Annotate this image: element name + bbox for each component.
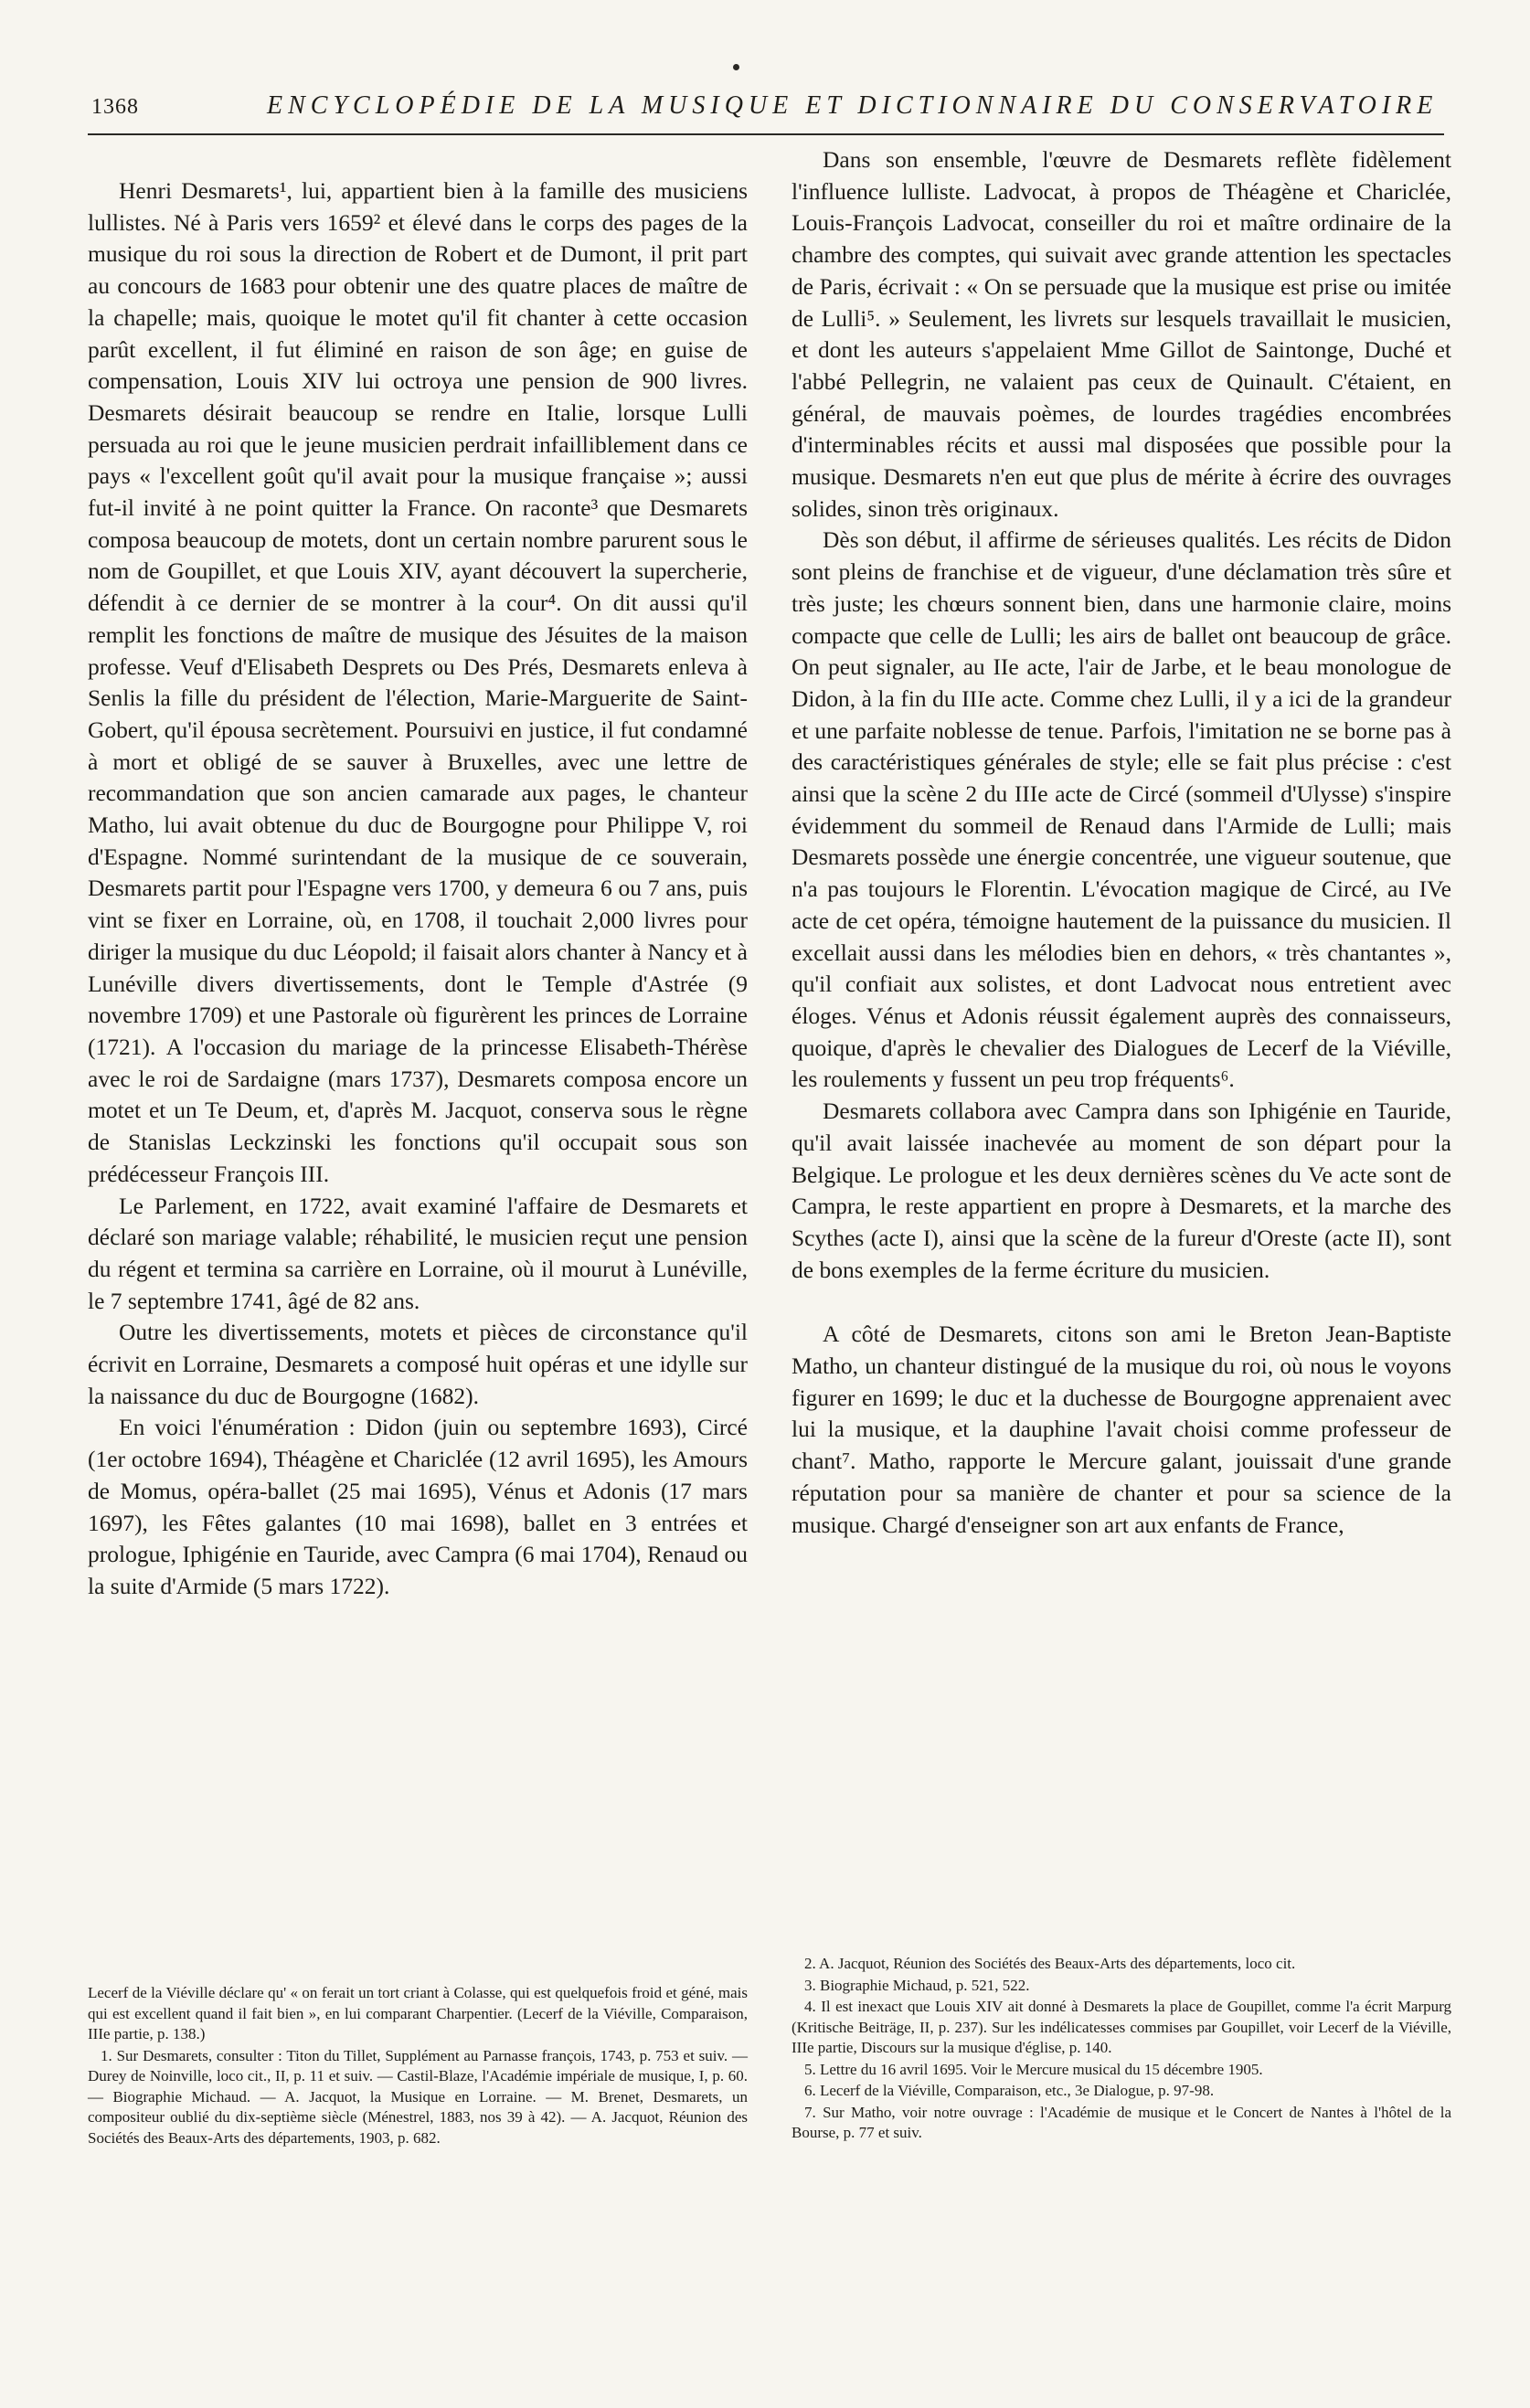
header-rule — [88, 133, 1444, 135]
paragraph: Dès son début, il affirme de sérieuses qualités. Les récits de Didon sont pleins de franchise et de vigueur, d'une déclamation très sûre et très juste; les chœurs sonnent bien, dans une harmonie claire, moins compacte que celle de Lulli; les airs de ballet ont beaucoup de grâce. On peut signaler, au IIe acte, l'air de Jarbe, et le beau monologue de Didon, à la fin du IIIe acte. Comme chez Lulli, il y a ici de la grandeur et une parfaite noblesse de tenue. Parfois, l'imitation ne se borne pas à des caractéristiques générales de style; elle se fait plus précise : c'est ainsi que la scène 2 du IIIe acte de Circé (sommeil d'Ulysse) s'inspire évidemment du sommeil de Renaud dans l'Armide de Lulli; mais Desmarets possède une énergie concentrée, une vigueur soutenue, que n'a pas toujours le Florentin. L'évocation magique de Circé, au IVe acte de cet opéra, témoigne hautement de la puissance du musicien. Il excellait aussi dans les mélodies bien en dehors, « très chantantes », qu'il confiait aux solistes, et dont Ladvocat nous entretient avec éloges. Vénus et Adonis réussit également auprès des connaisseurs, quoique, d'après le chevalier des Dialogues de Lecerf de la Viéville, les roulements y fussent un peu trop fréquents⁶. — [792, 526, 1451, 1093]
footnote: Lecerf de la Viéville déclare qu' « on ferait un tort criant à Colasse, qui est quelquefois froid et géné, mais qui est excellent quand il fait bien », en lui comparant Charpentier. (Lecerf de la Viéville, Comparaison, IIIe partie, p. 138.) — [88, 1984, 748, 2042]
paragraph: Le Parlement, en 1722, avait examiné l'affaire de Desmarets et déclaré son mariage valable; réhabilité, le musicien reçut une pension du régent et termina sa carrière en Lorraine, où il mourut à Lunéville, le 7 septembre 1741, âgé de 82 ans. — [88, 1192, 748, 1314]
paragraph: Outre les divertissements, motets et pièces de circonstance qu'il écrivit en Lorraine, Desmarets a composé huit opéras et une idylle sur la naissance du duc de Bourgogne (1682). — [88, 1319, 748, 1409]
footnote: 5. Lettre du 16 avril 1695. Voir le Mercure musical du 15 décembre 1905. — [804, 2060, 1263, 2078]
footnote: 2. A. Jacquot, Réunion des Sociétés des Beaux-Arts des départements, loco cit. — [804, 1955, 1296, 1972]
paragraph: Henri Desmarets¹, lui, appartient bien à la famille des musiciens lullistes. Né à Paris vers 1659² et élevé dans le corps des pages de la musique du roi sous la direction de Robert et de Dumont, il prit part au concours de 1683 pour obtenir une des quatre places de maître de la chapelle; mais, quoique le motet qu'il fit chanter à cette occasion parût excellent, il fut éliminé en raison de son âge; en guise de compensation, Louis XIV lui octroya une pension de 900 livres. Desmarets désirait beaucoup se rendre en Italie, lorsque Lulli persuada au roi que le jeune musicien perdrait infailliblement dans ce pays « l'excellent goût qu'il avait pour la musique française »; aussi fut-il invité à ne point quitter la France. On raconte³ que Desmarets composa beaucoup de motets, dont un certain nombre parurent sous le nom de Goupillet, et que Louis XIV, ayant découvert la supercherie, défendit à ce dernier de se montrer à la cour⁴. On dit aussi qu'il remplit les fonctions de maître de musique des Jésuites de la maison professe. Veuf d'Elisabeth Desprets ou Des Prés, Desmarets enleva à Senlis la fille du président de l'élection, Marie-Marguerite de Saint-Gobert, qu'il épousa secrètement. Poursuivi en justice, il fut condamné à mort et obligé de se sauver à Bruxelles, avec une lettre de recommandation que son ancien camarade aux pages, le chanteur Matho, lui avait obtenue du duc de Bourgogne pour Philippe V, roi d'Espagne. Nommé surintendant de la musique de ce souverain, Desmarets partit pour l'Espagne vers 1700, y demeura 6 ou 7 ans, puis vint se fixer en Lorraine, où, en 1708, il touchait 2,000 livres pour diriger la musique du duc Léopold; il faisait alors chanter à Nancy et à Lunéville divers divertissements, dont le Temple d'Astrée (9 novembre 1709) et une Pastorale où figurèrent les princes de Lorraine (1721). A l'occasion du mariage de la princesse Elisabeth-Thérèse avec le roi de Sardaigne (mars 1737), Desmarets composa encore un motet et un Te Deum, et, d'après M. Jacquot, conserva sous le règne de Stanislas Leckzinski les fonctions qu'il occupait sous son prédécesseur François III. — [88, 177, 748, 1187]
page-header — [88, 91, 1444, 128]
paragraph: Desmarets collabora avec Campra dans son Iphigénie en Tauride, qu'il avait laissée inachevée au moment de son départ pour la Belgique. Le prologue et les deux dernières scènes du Ve acte sont de Campra, le reste appartient en propre à Desmarets, et la marche des Scythes (acte I), ainsi que la scène de la fureur d'Oreste (acte II), sont de bons exemples de la ferme écriture du musicien. — [792, 1098, 1451, 1283]
footnotes-left — [88, 1983, 748, 2149]
running-title: ENCYCLOPÉDIE DE LA MUSIQUE ET DICTIONNAIRE DU CONSERVATOIRE — [267, 91, 1439, 120]
paragraph: Dans son ensemble, l'œuvre de Desmarets reflète fidèlement l'influence lulliste. Ladvocat, à propos de Théagène et Chariclée, Louis-François Ladvocat, conseiller du roi et maître ordinaire de la chambre des comptes, qui suivait avec grande attention les spectacles de Paris, écrivait : « On se persuade que la musique est prise ou imitée de Lulli⁵. » Seulement, les livrets sur lesquels travaillait le musicien, et dont les auteurs s'appelaient Mme Gillot de Saintonge, Duché et l'abbé Pellegrin, ne valaient pas ceux de Quinault. C'étaient, en général, de mauvais poèmes, de lourdes tragédies encombrées d'interminables récits et aussi mal disposées que possible pour la musique. Desmarets n'en eut que plus de mérite à écrire des ouvrages solides, sinon très originaux. — [792, 146, 1451, 522]
footnotes-right — [792, 1954, 1451, 2145]
left-column — [88, 144, 748, 1963]
footnote: 1. Sur Desmarets, consulter : Titon du Tillet, Supplément au Parnasse françois, 1743, p. 753 et suiv. — Durey de Noinville, loco cit., II, p. 11 et suiv. — Castil-Blaze, l'Académie impériale de musique, I, p. 60. — Biographie Michaud. — A. Jacquot, la Musique en Lorraine. — M. Brenet, Desmarets, un compositeur oublié du dix-septième siècle (Ménestrel, 1883, nos 39 à 42). — A. Jacquot, Réunion des Sociétés des Beaux-Arts des départements, 1903, p. 682. — [88, 2046, 748, 2147]
page-number: 1368 — [91, 95, 139, 119]
footnote: 3. Biographie Michaud, p. 521, 522. — [804, 1976, 1030, 1994]
paragraph: A côté de Desmarets, citons son ami le Breton Jean-Baptiste Matho, un chanteur distingué de la musique du roi, où nous le voyons figurer en 1699; le duc et la duchesse de Bourgogne apprenaient avec lui la musique, et la dauphine l'avait choisi comme professeur de chant⁷. Matho, rapporte le Mercure galant, jouissait d'une grande réputation pour sa manière de chanter et pour sa science de la musique. Chargé d'enseigner son art aux enfants de France, — [792, 1321, 1451, 1538]
footnote: 4. Il est inexact que Louis XIV ait donné à Desmarets la place de Goupillet, comme l'a écrit Marpurg (Kritische Beiträge, II, p. 237). Sur les indélicatesses commises par Goupillet, voir Lecerf de la Viéville, IIIe partie, Discours sur la musique d'église, p. 140. — [792, 1998, 1451, 2056]
footnote: 6. Lecerf de la Viéville, Comparaison, etc., 3e Dialogue, p. 97-98. — [804, 2082, 1215, 2099]
printer-dot — [733, 64, 739, 70]
footnote: 7. Sur Matho, voir notre ouvrage : l'Académie de musique et le Concert de Nantes à l'hôtel de la Bourse, p. 77 et suiv. — [792, 2103, 1451, 2141]
paragraph: En voici l'énumération : Didon (juin ou septembre 1693), Circé (1er octobre 1694), Théagène et Chariclée (12 avril 1695), les Amours de Momus, opéra-ballet (25 mai 1695), Vénus et Adonis (17 mars 1697), les Fêtes galantes (10 mai 1698), ballet en 3 entrées et prologue, Iphigénie en Tauride, avec Campra (6 mai 1704), Renaud ou la suite d'Armide (5 mars 1722). — [88, 1414, 748, 1599]
